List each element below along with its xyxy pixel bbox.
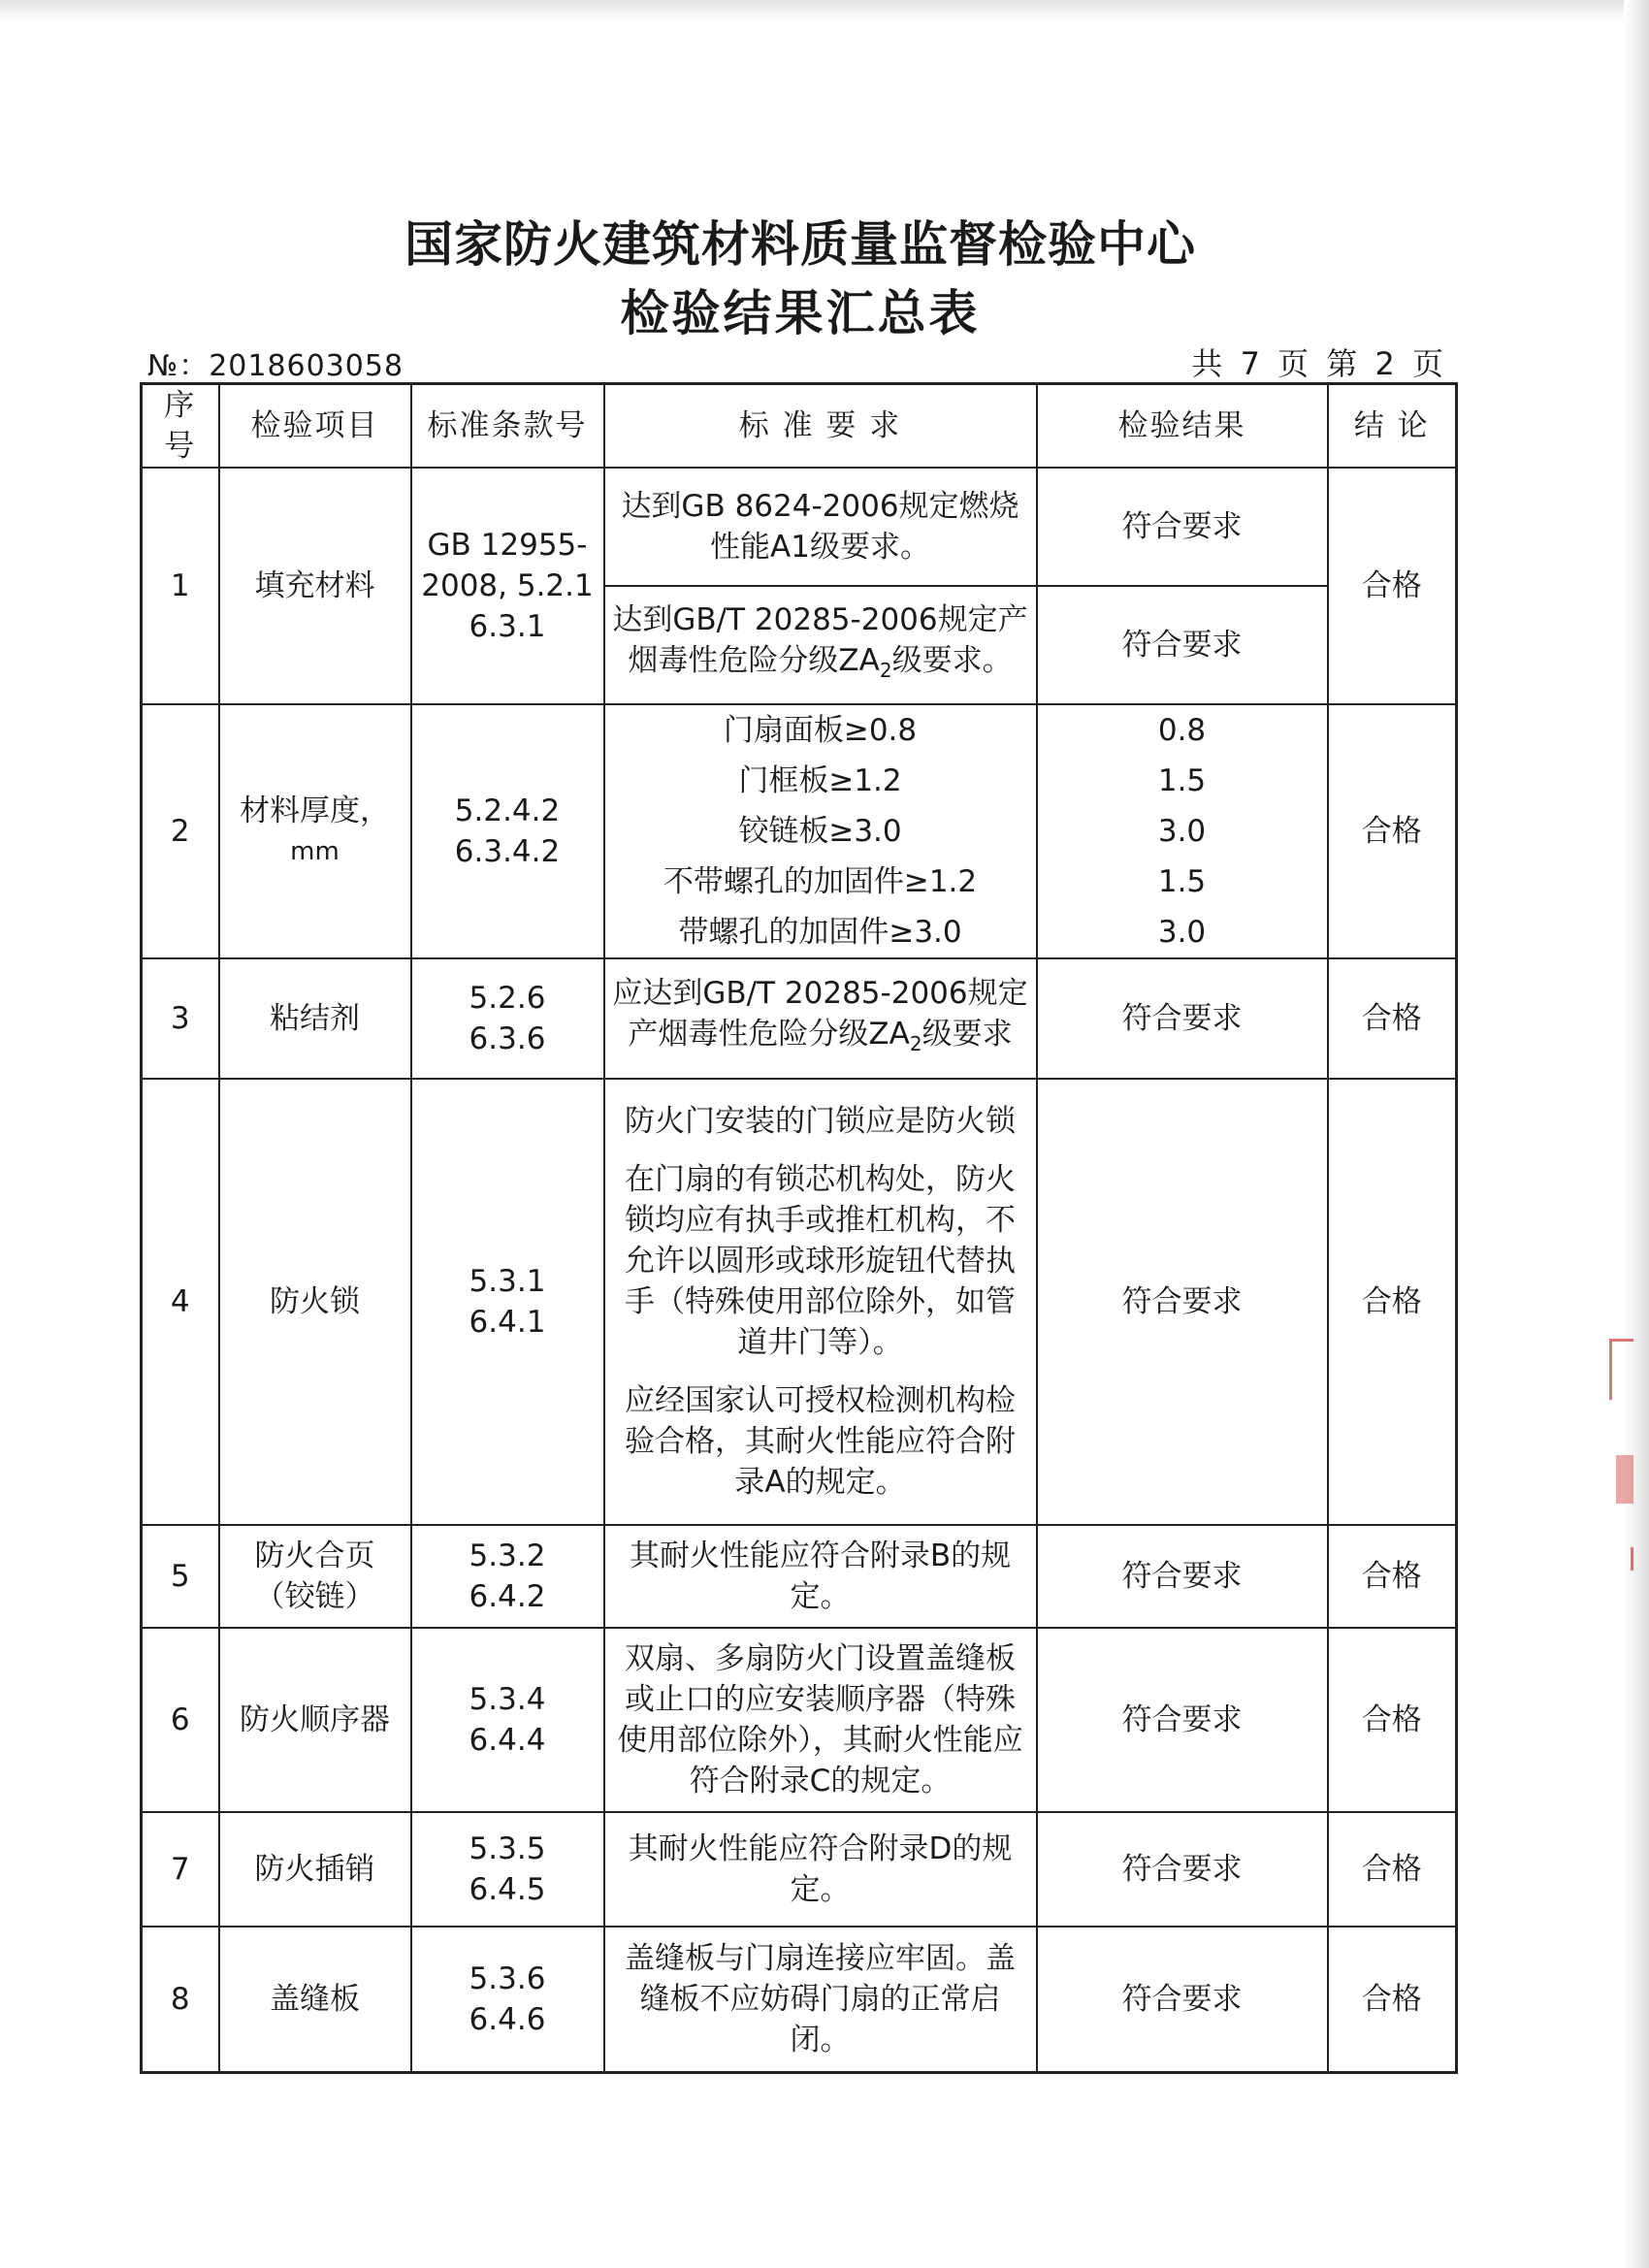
table-row bbox=[142, 1812, 1457, 1927]
row6-clause-line2: 6.4.4 bbox=[469, 1723, 546, 1758]
row4-req-paragraph: 在门扇的有锁芯机构处，防火锁均应有执手或推杠机构，不允许以圆形或球形旋钮代替执手（特殊使用部位除外，如管道井门等）。 bbox=[625, 1162, 1016, 1360]
header-item: 检验项目 bbox=[219, 384, 411, 469]
table-row bbox=[142, 1927, 1457, 2072]
row4-req-paragraph: 应经国家认可授权检测机构检验合格，其耐火性能应符合附录A的规定。 bbox=[625, 1383, 1016, 1500]
scan-top-shadow bbox=[0, 0, 1649, 21]
row3-req-text: 应达到GB/T 20285-2006规定产烟毒性危险分级ZA bbox=[612, 975, 1028, 1052]
row6-result: 符合要求 bbox=[1037, 1628, 1328, 1812]
red-seal-fragment bbox=[1616, 1455, 1633, 1504]
row5-seq: 5 bbox=[142, 1525, 219, 1628]
row4-seq: 4 bbox=[142, 1079, 219, 1525]
table-row bbox=[142, 468, 1457, 586]
row4-clause-line2: 6.4.1 bbox=[469, 1305, 546, 1340]
row7-result: 符合要求 bbox=[1037, 1812, 1328, 1927]
row5-clause-line1: 5.3.2 bbox=[469, 1539, 546, 1573]
row7-item: 防火插销 bbox=[219, 1812, 411, 1927]
row1-conclusion: 合格 bbox=[1328, 468, 1457, 704]
header-conclusion: 结 论 bbox=[1328, 384, 1457, 469]
row5-requirement: 其耐火性能应符合附录B的规定。 bbox=[604, 1525, 1037, 1628]
row1-clause: GB 12955-2008, 5.2.1 6.3.1 bbox=[411, 468, 604, 704]
row7-requirement: 其耐火性能应符合附录D的规定。 bbox=[604, 1812, 1037, 1927]
row4-req-paragraph: 防火门安装的门锁应是防火锁 bbox=[625, 1104, 1016, 1139]
row1-result-b: 符合要求 bbox=[1037, 586, 1328, 704]
red-seal-fragment bbox=[1609, 1339, 1633, 1400]
row2-item bbox=[219, 704, 411, 958]
row8-seq: 8 bbox=[142, 1927, 219, 2072]
row1-requirement-a: 达到GB 8624-2006规定燃烧性能A1级要求。 bbox=[604, 468, 1037, 586]
row2-req-line: 不带螺孔的加固件≥1.2 bbox=[663, 864, 978, 899]
scan-edge-shadow bbox=[1624, 0, 1649, 2268]
page-title: 国家防火建筑材料质量监督检验中心 bbox=[404, 216, 1196, 273]
row2-req-line: 铰链板≥3.0 bbox=[738, 814, 902, 849]
table-header-row bbox=[142, 384, 1457, 469]
row3-clause bbox=[411, 958, 604, 1079]
row2-clause bbox=[411, 704, 604, 958]
row4-requirement bbox=[604, 1079, 1037, 1525]
row2-item-line2: mm bbox=[290, 837, 340, 866]
row6-item: 防火顺序器 bbox=[219, 1628, 411, 1812]
row7-conclusion: 合格 bbox=[1328, 1812, 1457, 1927]
row2-result-line: 3.0 bbox=[1157, 814, 1207, 849]
row4-conclusion: 合格 bbox=[1328, 1079, 1457, 1525]
row8-result: 符合要求 bbox=[1037, 1927, 1328, 2072]
table-row bbox=[142, 1079, 1457, 1525]
results-table bbox=[140, 382, 1458, 2074]
row5-item-line1: 防火合页 bbox=[254, 1539, 375, 1573]
row8-requirement: 盖缝板与门扇连接应牢固。盖缝板不应妨碍门扇的正常启闭。 bbox=[604, 1927, 1037, 2072]
row2-result-line: 3.0 bbox=[1157, 915, 1207, 950]
row2-seq: 2 bbox=[142, 704, 219, 958]
row6-seq: 6 bbox=[142, 1628, 219, 1812]
row2-req-line: 门扇面板≥0.8 bbox=[723, 713, 918, 748]
header-requirement: 标 准 要 求 bbox=[604, 384, 1037, 469]
row2-req-line: 门框板≥1.2 bbox=[738, 763, 902, 798]
header-seq: 序号 bbox=[142, 384, 219, 469]
row1-req-b-text: 达到GB/T 20285-2006规定产烟毒性危险分级ZA bbox=[612, 601, 1028, 678]
row8-clause-line1: 5.3.6 bbox=[469, 1960, 546, 1996]
row7-clause-line2: 6.4.5 bbox=[469, 1872, 546, 1907]
row8-item: 盖缝板 bbox=[219, 1927, 411, 2072]
row3-conclusion: 合格 bbox=[1328, 958, 1457, 1079]
row8-conclusion: 合格 bbox=[1328, 1927, 1457, 2072]
row6-clause bbox=[411, 1628, 604, 1812]
table-row bbox=[142, 704, 1457, 958]
row7-clause-line1: 5.3.5 bbox=[469, 1831, 546, 1866]
row7-clause bbox=[411, 1812, 604, 1927]
document-number: №：2018603058 bbox=[147, 349, 404, 383]
row2-item-line1: 材料厚度， bbox=[240, 794, 390, 828]
row5-clause-line2: 6.4.2 bbox=[469, 1579, 546, 1614]
row2-result-line: 0.8 bbox=[1157, 713, 1207, 748]
table-row bbox=[142, 1525, 1457, 1628]
row1-requirement-b bbox=[604, 586, 1037, 704]
row2-conclusion: 合格 bbox=[1328, 704, 1457, 958]
row6-requirement: 双扇、多扇防火门设置盖缝板或止口的应安装顺序器（特殊使用部位除外），其耐火性能应符合附录C的规定。 bbox=[604, 1628, 1037, 1812]
red-seal-fragment bbox=[1617, 1547, 1633, 1571]
row6-clause-line1: 5.3.4 bbox=[469, 1682, 546, 1717]
page-indicator: 共 7 页 第 2 页 bbox=[1191, 345, 1447, 382]
row2-results bbox=[1037, 704, 1328, 958]
row1-item: 填充材料 bbox=[219, 468, 411, 704]
row4-result: 符合要求 bbox=[1037, 1079, 1328, 1525]
table-row bbox=[142, 958, 1457, 1079]
row2-clause-line2: 6.3.4.2 bbox=[454, 834, 561, 869]
row2-requirements bbox=[604, 704, 1037, 958]
row6-conclusion: 合格 bbox=[1328, 1628, 1457, 1812]
row4-item: 防火锁 bbox=[219, 1079, 411, 1525]
row5-item-line2: （铰链） bbox=[254, 1579, 375, 1614]
row5-conclusion: 合格 bbox=[1328, 1525, 1457, 1628]
row8-clause-line2: 6.4.6 bbox=[469, 2001, 546, 2037]
page-subtitle: 检验结果汇总表 bbox=[620, 285, 981, 341]
row1-seq: 1 bbox=[142, 468, 219, 704]
row3-clause-line1: 5.2.6 bbox=[469, 981, 546, 1016]
row4-clause-line1: 5.3.1 bbox=[469, 1264, 546, 1299]
row1-req-b-sub: 2 bbox=[879, 659, 892, 683]
row1-result-a: 符合要求 bbox=[1037, 468, 1328, 586]
row2-result-line: 1.5 bbox=[1157, 763, 1207, 798]
header-clause: 标准条款号 bbox=[411, 384, 604, 469]
row3-req-sub: 2 bbox=[909, 1032, 922, 1056]
row3-result: 符合要求 bbox=[1037, 958, 1328, 1079]
row5-clause bbox=[411, 1525, 604, 1628]
row3-clause-line2: 6.3.6 bbox=[469, 1021, 546, 1056]
row2-result-line: 1.5 bbox=[1157, 864, 1207, 899]
row3-item: 粘结剂 bbox=[219, 958, 411, 1079]
row8-clause bbox=[411, 1927, 604, 2072]
row3-requirement bbox=[604, 958, 1037, 1079]
table-row bbox=[142, 1628, 1457, 1812]
row2-req-line: 带螺孔的加固件≥3.0 bbox=[678, 915, 962, 950]
row3-seq: 3 bbox=[142, 958, 219, 1079]
row4-clause bbox=[411, 1079, 604, 1525]
row3-req-tail: 级要求 bbox=[922, 1016, 1013, 1052]
row5-item bbox=[219, 1525, 411, 1628]
row7-seq: 7 bbox=[142, 1812, 219, 1927]
header-result: 检验结果 bbox=[1037, 384, 1328, 469]
row2-clause-line1: 5.2.4.2 bbox=[454, 794, 561, 828]
row1-req-b-tail: 级要求。 bbox=[891, 642, 1013, 678]
row5-result: 符合要求 bbox=[1037, 1525, 1328, 1628]
